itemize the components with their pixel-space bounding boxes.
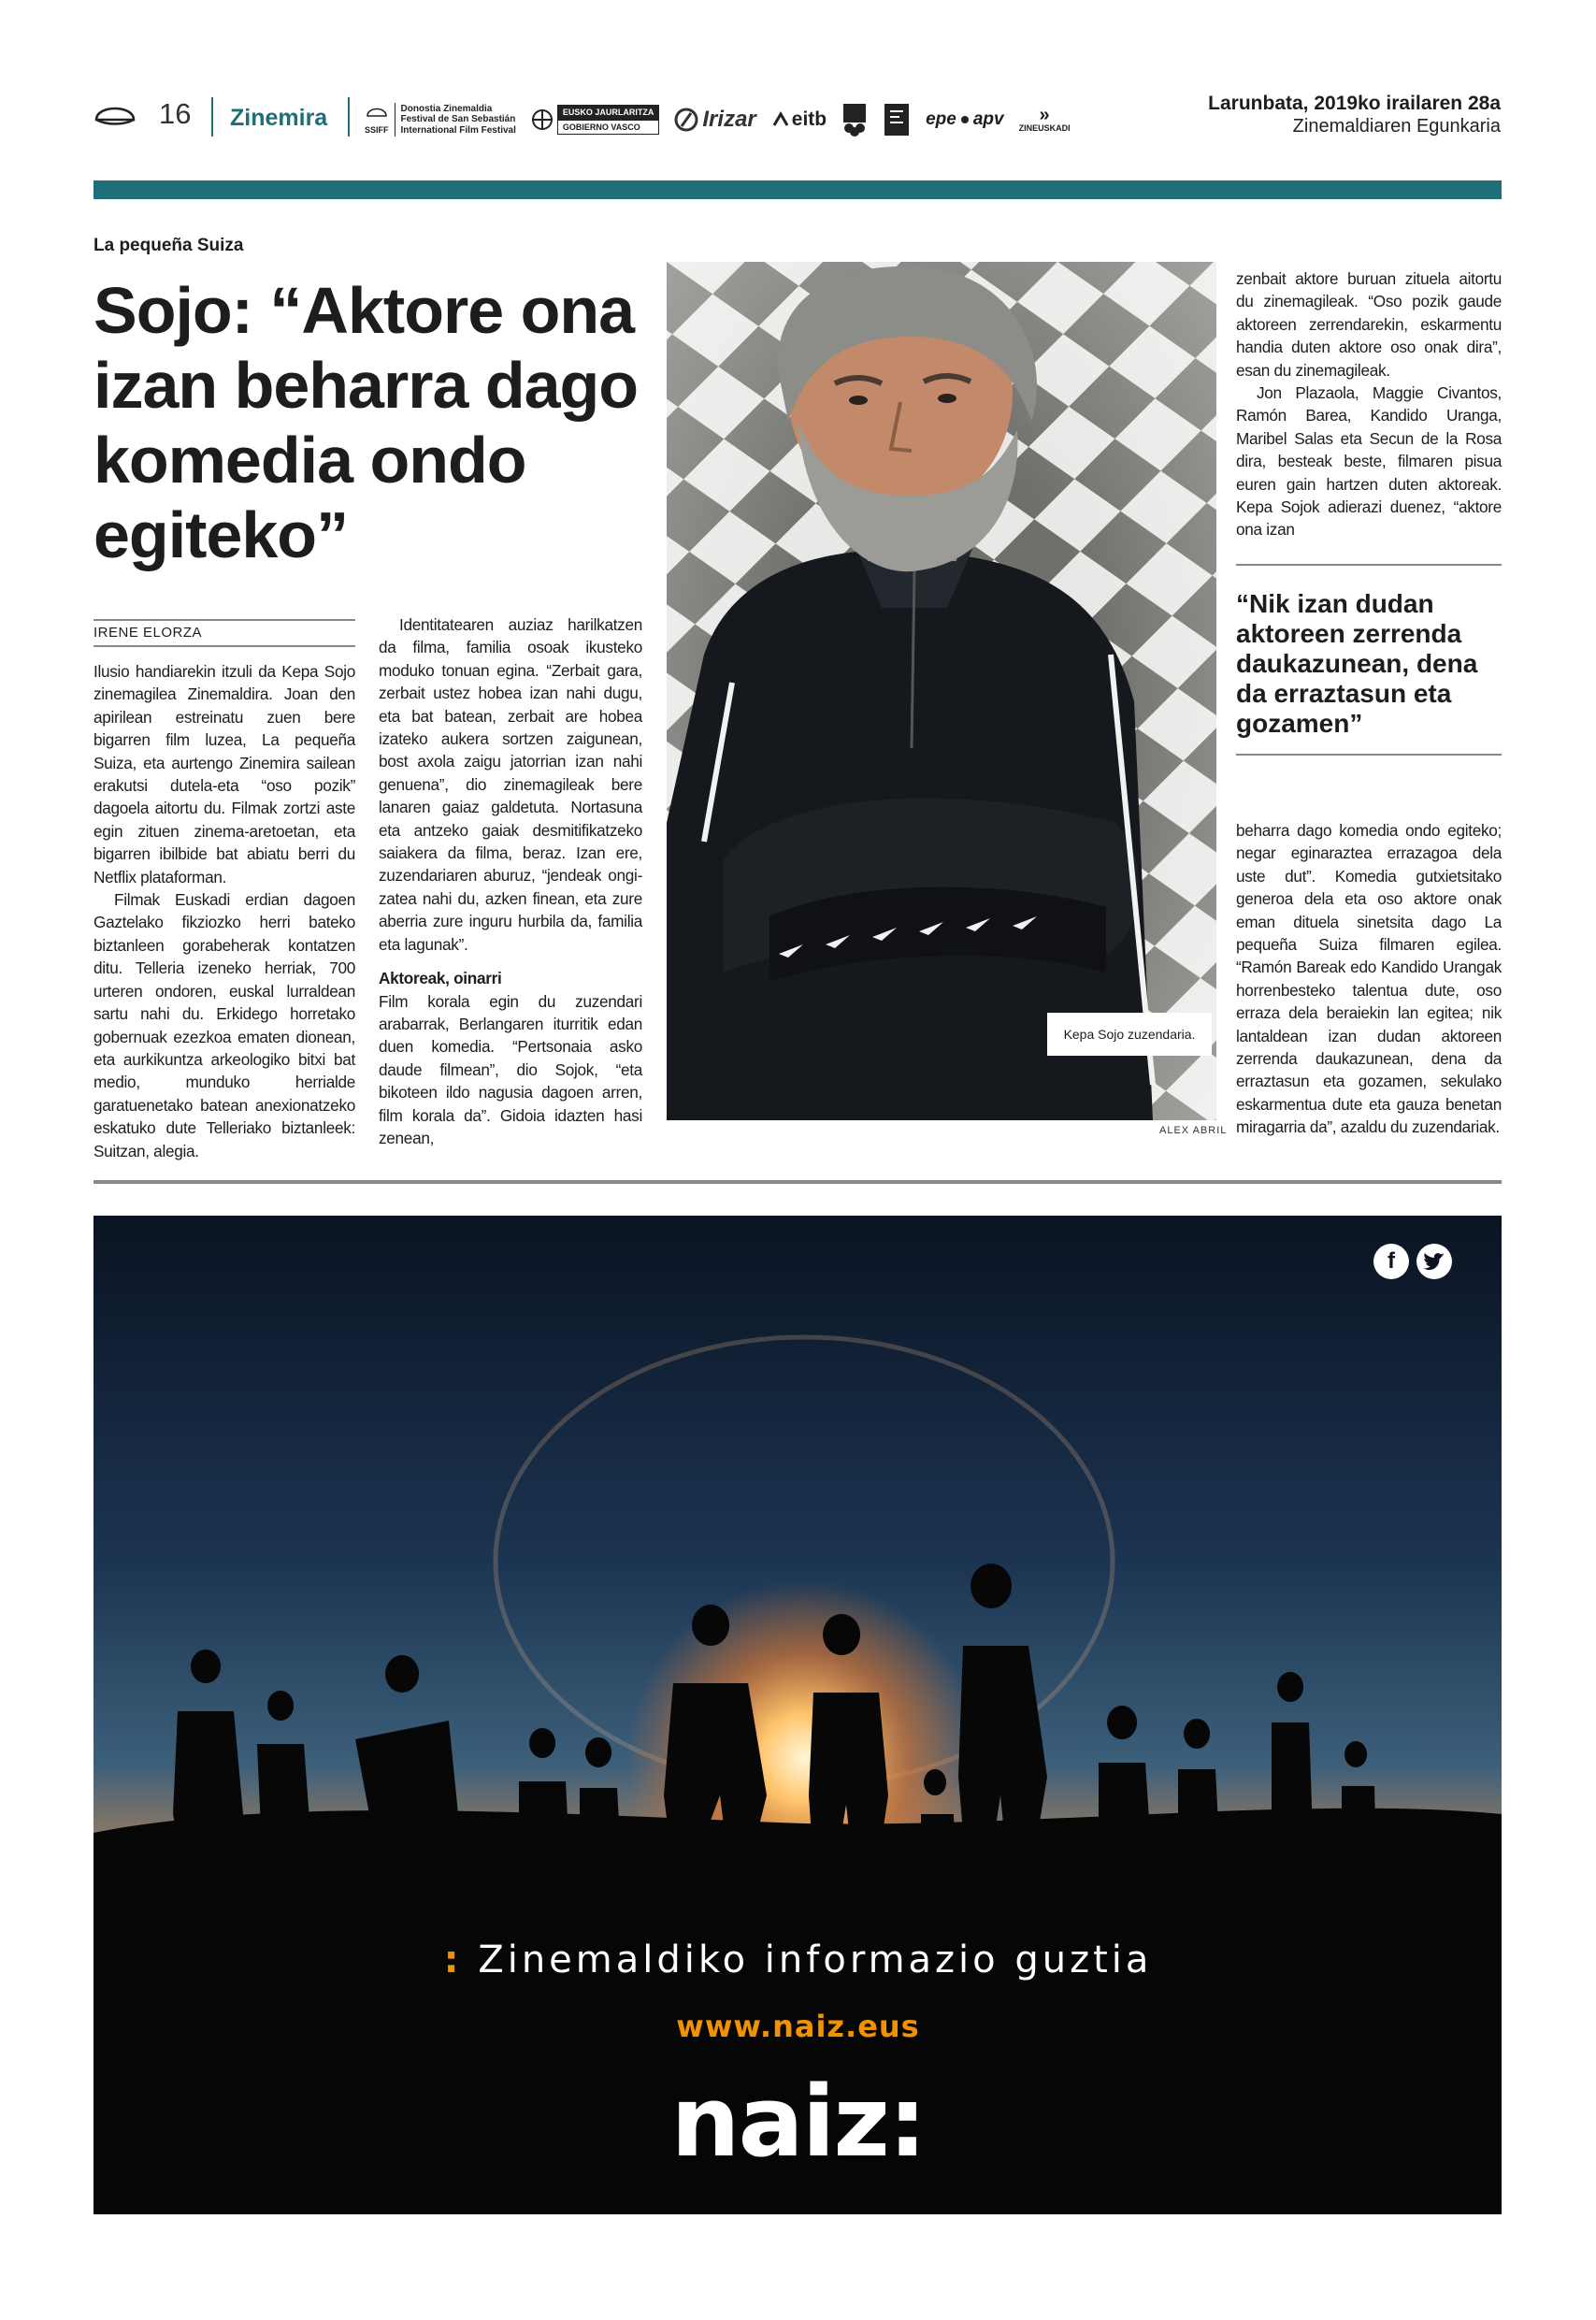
portrait-photo xyxy=(667,262,1216,1120)
newspaper-name: Zinemaldiaren Egunkaria xyxy=(1292,116,1501,137)
paragraph: Film korala egin du zuzendari arabarrak, Berlangaren iturritik edan duen komedia. “Pertsonaia asko daude filmean”, dio Sojok, “eta bikoteen ildo nagusia dagoen arren, film korala da”. Gidoia idazten hasi zenean, xyxy=(379,991,642,1147)
issue-date: Larunbata, 2019ko irailaren 28a xyxy=(1208,93,1501,114)
article-subhead: Aktoreak, oinarri xyxy=(379,969,502,988)
section-name: Zinemira xyxy=(230,105,328,131)
zineuskadi-name: ZINEUSKADI xyxy=(1018,123,1071,133)
header-bar xyxy=(93,180,1502,199)
irizar-emblem-icon xyxy=(674,108,698,132)
irizar-name: Irizar xyxy=(702,107,756,132)
sponsor-logos xyxy=(365,97,1071,142)
paragraph: beharra dago komedia ondo egiteko; negar eginaraztea errazagoa dela uste dut”. Komedia gutxietsitako generoa dela eta oso aktore onak eman dituela sinetsita dago La pequeña Suiza filmaren egilea. “Ramón Bareak edo Kandido Urangak horrenbesteko talentua dute, oso erraza dela beraiekin lan egitea; nik lantaldean izan dudan aktoreen zerrenda daukazunean, dena da erraztasun eta gozamen, sekulako eskarmentua dute eta gauza benetan miragarria da”, azaldu du zuzendariak. xyxy=(1236,821,1502,1137)
header-divider xyxy=(348,97,350,137)
chevrons-icon: » xyxy=(1039,105,1050,125)
article-bottom-rule xyxy=(93,1180,1502,1184)
page-number: 16 xyxy=(159,97,192,130)
photo-credit: ALEX ABRIL xyxy=(1159,1125,1228,1136)
twitter-bird-icon xyxy=(1423,1252,1445,1271)
orange-colon-icon: : xyxy=(443,1938,463,1981)
byline-rule-bottom xyxy=(93,645,355,647)
byline: IRENE ELORZA xyxy=(93,625,203,641)
ssiff-shell-icon xyxy=(366,104,388,121)
epe-name: epe xyxy=(926,109,956,129)
shell-logo-icon xyxy=(93,97,137,129)
byline-rule-top xyxy=(93,619,355,621)
pullquote-rule-bottom xyxy=(1236,754,1502,756)
irizar-logo xyxy=(674,107,755,133)
article-headline: Sojo: “Aktore ona izan beharra dago komedia ondo egiteko” xyxy=(93,274,639,571)
ssiff-logo xyxy=(365,103,516,137)
paragraph: zenbait aktore buruan zituela aitortu du zinemagileak. “Oso pozik gaude aktoreen zerrendarekin, eskarmentu handia duten aktore oso onak dira”, esan du zinemagileak. xyxy=(1236,269,1502,380)
article-column-2 xyxy=(379,613,642,1149)
header-divider xyxy=(211,97,213,137)
twitter-icon[interactable] xyxy=(1416,1244,1452,1279)
gv-name-2: GOBIERNO VASCO xyxy=(557,120,660,135)
ssiff-name-2: Festival de San Sebastián xyxy=(400,114,516,125)
article-kicker: La pequeña Suiza xyxy=(93,236,244,255)
paragraph: Identitatearen auziaz harilkatzen da filma, familia osoak ikusteko moduko tonuan egina. “Zerbait gara, zerbait ustez hobea izan nahi dugu, eta bat batean, zerbait are hobea izateko aukera sortzen zaigunean, bost axola zaigu jatorrian izan nahi genuena”, dio zinemagileak bere lanaren gaiaz galdetuta. Nortasuna eta antzeko gaiak desmitifikatzeko saiakera da filma, beraz. Izan ere, zuzendariaren aburuz, “jendeak ongi-zatea nahi du, azken finean, eta zure aberria zure inguru hurbila da, familia eta lagunak”. xyxy=(379,615,642,954)
ad-tagline xyxy=(0,1938,1596,1981)
gv-emblem-icon xyxy=(531,108,554,131)
social-links xyxy=(1373,1244,1452,1279)
epe-apv-logo xyxy=(926,109,1004,130)
pullquote-rule-top xyxy=(1236,564,1502,566)
photo-caption: Kepa Sojo zuzendaria. xyxy=(1047,1013,1212,1056)
paragraph: Jon Plazaola, Maggie Civantos, Ramón Barea, Kandido Uranga, Maribel Salas eta Secun de la Rosa dira, besteak beste, filmaren pisua euren gain hartzen duten aktoreak. Kepa Sojok adierazi duenez, “aktore ona izan xyxy=(1236,383,1502,540)
dot-icon xyxy=(960,115,970,124)
ad-url[interactable]: www.naiz.eus xyxy=(676,2009,920,2044)
article-column-3-top xyxy=(1236,267,1502,541)
eitb-name: eitb xyxy=(791,108,827,130)
zineuskadi-logo xyxy=(1019,107,1071,133)
pullquote: “Nik izan dudan aktoreen zerrenda daukazunean, dena da erraztasun eta gozamen” xyxy=(1236,589,1478,738)
ssiff-name-3: International Film Festival xyxy=(400,124,516,136)
facebook-icon[interactable]: f xyxy=(1373,1244,1409,1279)
eitb-logo xyxy=(771,108,827,131)
naiz-logo: naiz: xyxy=(670,2065,926,2179)
eitb-mark-icon xyxy=(771,110,790,129)
paragraph: Filmak Euskadi erdian dagoen Gaztelako fikziozko herri bateko biztanleen gorabeherak kontatzen ditu. Telleria izeneko herriak, 700 urteren ondoren, euskal lurraldean sartu nahi du. Erkidego horretako gobernuak ezezkoa ematen dionean, eta aurkikuntza arkeologiko bitxi bat medio, munduko herrialde garatuenetako batean anexionatzeko eskatuko dute Telleriako biztanleek: Suitzan, alegia. xyxy=(93,890,355,1160)
kutxa-logo-icon xyxy=(841,102,868,137)
ssiff-abbr: SSIFF xyxy=(365,125,389,136)
article-column-3-bottom xyxy=(1236,819,1502,1139)
apv-name: apv xyxy=(972,109,1004,129)
gv-name-1: EUSKO JAURLARITZA xyxy=(557,105,660,120)
article-column-1 xyxy=(93,660,355,1162)
ssiff-name-1: Donostia Zinemaldia xyxy=(400,103,493,114)
paragraph: Ilusio handiarekin itzuli da Kepa Sojo zinemagilea Zinemaldira. Joan den apirilean estreinatu zuen bere bigarren film luzea, La pequeña Suiza, eta aurtengo Zinemira sailean erakutsi dutela-eta “oso pozik” dagoela aitortu du. Filmak zortzi aste egin zituen zinema-aretoetan, eta bigarren ibilbide bat abiatu berri du Netflix plataforman. xyxy=(93,662,355,886)
gobierno-vasco-logo xyxy=(531,105,660,135)
ad-tagline-text: Zinemaldiko informazio guztia xyxy=(478,1938,1153,1981)
basque-culture-logo-icon xyxy=(883,102,911,137)
